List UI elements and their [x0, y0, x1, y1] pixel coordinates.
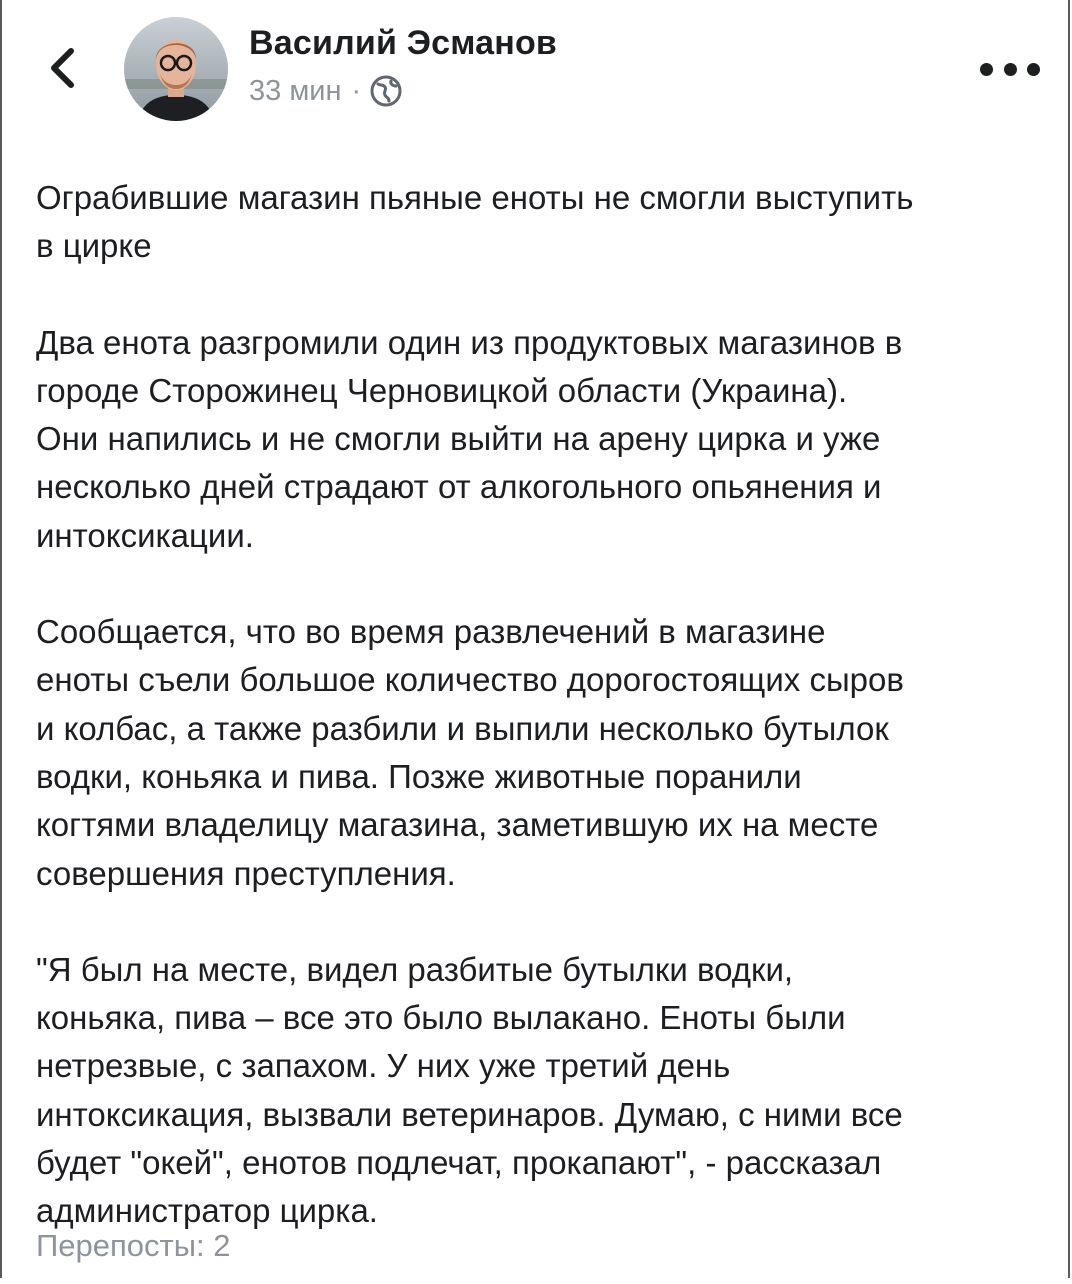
more-horizontal-icon	[1004, 63, 1017, 76]
reposts-count[interactable]: Перепосты: 2	[36, 1228, 231, 1263]
post-paragraph: Два енота разгромили один из продуктовых магазинов в городе Сторожинец Черновицкой области (Украина). Они напились и не смогли выйти на арену цирка и уже несколько дней страдают от алкогольного опьянения и интоксикации.	[36, 323, 903, 554]
back-button[interactable]	[38, 42, 86, 94]
more-options-button[interactable]	[980, 52, 1040, 86]
meta-separator: ·	[351, 74, 362, 107]
post-header	[0, 0, 1072, 140]
post-paragraph: Сообщается, что во время развлечений в магазине еноты съели большое количество дорогостоящих сыров и колбас, а также разбили и выпили несколько бутылок водки, коньяка и пива. Позже животные поранили когтями владелицу магазина, заметившую их на месте совершения преступления.	[36, 613, 904, 892]
post-meta	[249, 74, 403, 108]
post-paragraph: "Я был на месте, видел разбитые бутылки водки, коньяка, пива – все это было вылакано. Еноты были нетрезвые, с запахом. У них уже третий день интоксикация, вызвали ветеринаров. Думаю, с ними все будет "окей", енотов подлечат, прокапают", - рассказал администратор цирка.	[36, 950, 903, 1230]
user-avatar	[124, 17, 228, 121]
more-horizontal-icon	[980, 63, 993, 76]
avatar[interactable]	[124, 17, 228, 121]
post-time[interactable]: 33 мин	[249, 74, 342, 107]
globe-icon	[369, 74, 403, 108]
post-text	[36, 174, 1041, 1284]
author-name[interactable]: Василий Эсманов	[249, 24, 558, 62]
chevron-left-icon	[49, 47, 75, 89]
post-paragraph: Ограбившие магазин пьяные еноты не смогли выступить в цирке	[36, 179, 914, 265]
more-horizontal-icon	[1027, 63, 1040, 76]
